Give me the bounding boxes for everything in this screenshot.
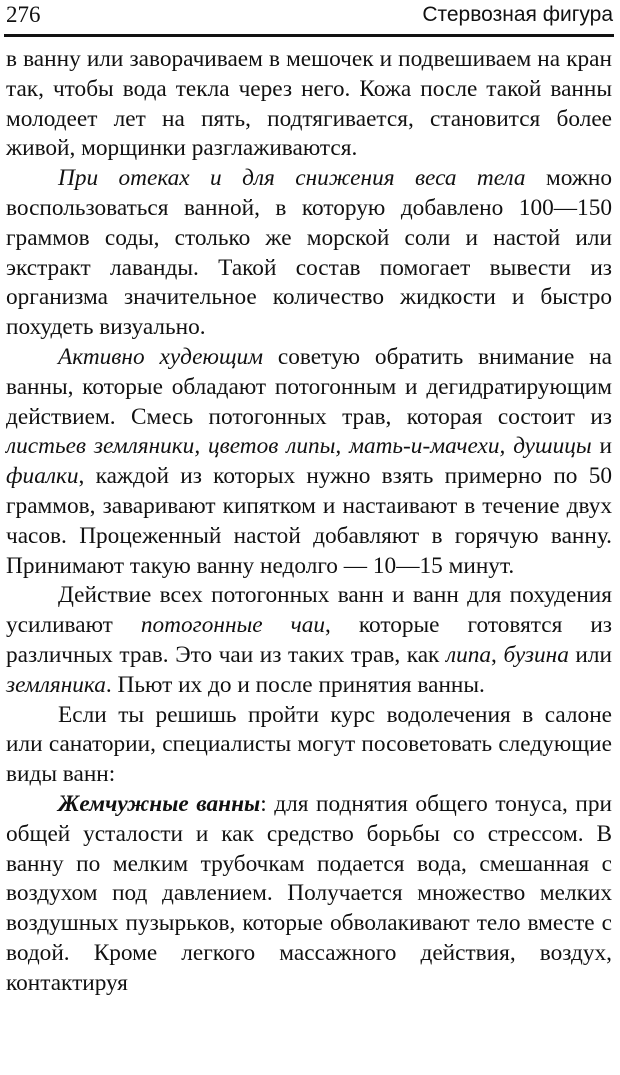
paragraph (6, 45, 612, 164)
term-heading: Жемчужные ванны (58, 790, 261, 817)
emphasis-text: Активно худеющим (58, 343, 264, 370)
emphasis-text: липа (445, 641, 492, 668)
emphasis-text: фиалки (6, 463, 79, 490)
emphasis-text: При отеках и для снижения веса тела (58, 165, 526, 192)
page-number: 276 (6, 2, 41, 27)
text-run: или (568, 641, 612, 668)
emphasis-text: потогонные чаи (140, 612, 326, 639)
text-run: . Пьют их до и после принятия ванны. (105, 671, 485, 698)
emphasis-text: бузина (503, 641, 569, 668)
emphasis-text: земляника (6, 671, 106, 698)
text-run: и (591, 433, 612, 460)
body-text (6, 45, 612, 999)
paragraph (6, 343, 612, 581)
text-run: можно воспользоваться ванной, в которую добавлено 100—150 граммов соды, столько же морской соли и настой или экстракт лаванды. Такой состав помогает вывести из организма значительное количество жидкости и быстро похудеть визуально. (6, 165, 612, 341)
text-run: советую обратить внимание на ванны, которые обладают потогонным и дегидратирующим действием. Смесь потогонных трав, которая состоит из (6, 343, 612, 430)
paragraph (6, 790, 612, 999)
text-run: , которые готовятся из различных трав. Это чаи из таких трав, как (6, 612, 612, 668)
header-rule (4, 34, 614, 37)
emphasis-text: листьев земляники, цветов липы, мать-и-мачехи, душицы (6, 433, 592, 460)
text-run: , (491, 641, 504, 668)
running-title: Стервозная фигура (422, 3, 613, 26)
paragraph (6, 164, 612, 343)
text-run: , каждой из которых нужно взять примерно по 50 граммов, заваривают кипятком и настаивают в течение двух часов. Процеженный настой добавляют в горячую ванну. Принимают такую ванну недолго — 10—15 минут. (6, 463, 612, 579)
paragraph (6, 581, 612, 700)
text-run: Действие всех потогонных ванн и ванн для похудения усиливают (6, 582, 612, 639)
text-run: Если ты решишь пройти курс водолечения в салоне или санатории, специалисты могут посоветовать следующие виды ванн: (6, 701, 612, 788)
text-run: : для поднятия общего тонуса, при общей усталости и как средство борьбы со стрессом. В ванну по мелким трубочкам подается вода, смешанная с воздухом под давлением. Получается множество мелких воздушных пузырьков, которые обволакивают тело вместе с водой. Кроме легкого массажного действия, воздух, контактируя (6, 790, 612, 996)
page-header (6, 0, 613, 34)
text-run: в ванну или заворачиваем в мешочек и подвешиваем на кран так, чтобы вода текла через него. Кожа после такой ванны молодеет лет на пять, подтягивается, становится более живой, морщинки разглаживаются. (6, 46, 612, 162)
paragraph (6, 701, 612, 790)
